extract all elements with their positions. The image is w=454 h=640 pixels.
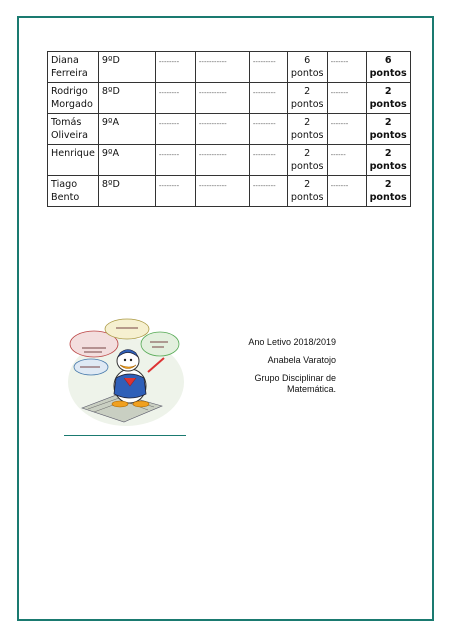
student-class: 8ºD	[98, 176, 155, 207]
empty-score: -----------	[198, 89, 227, 97]
empty-score: -----------	[198, 120, 227, 128]
department-line-1: Grupo Disciplinar de	[254, 373, 336, 383]
student-class: 8ºD	[98, 83, 155, 114]
table-row	[48, 114, 411, 145]
student-name: Henrique	[48, 145, 99, 176]
empty-score: ---------	[252, 120, 276, 128]
empty-score: -------	[330, 89, 349, 97]
empty-score: --------	[158, 120, 180, 128]
illustration-underline	[64, 435, 186, 436]
score-points: 2 pontos	[287, 83, 327, 114]
empty-score: ---------	[252, 89, 276, 97]
student-class: 9ºD	[98, 52, 155, 83]
empty-score: -------	[330, 120, 349, 128]
total-points: 2 pontos	[366, 176, 410, 207]
student-class: 9ºA	[98, 114, 155, 145]
empty-score: ---------	[252, 151, 276, 159]
table-row	[48, 145, 411, 176]
total-points: 2 pontos	[366, 145, 410, 176]
student-class: 9ºA	[98, 145, 155, 176]
student-name: Tiago Bento	[48, 176, 99, 207]
score-points: 2 pontos	[287, 176, 327, 207]
author-name: Anabela Varatojo	[267, 355, 336, 365]
results-table	[47, 51, 411, 207]
score-points: 2 pontos	[287, 114, 327, 145]
score-points: 6 pontos	[287, 52, 327, 83]
empty-score: -----------	[198, 182, 227, 190]
empty-score: --------	[158, 58, 180, 66]
empty-score: ---------	[252, 182, 276, 190]
empty-score: -----------	[198, 58, 227, 66]
empty-score: -------	[330, 58, 349, 66]
school-year: Ano Letivo 2018/2019	[248, 337, 336, 347]
table-row	[48, 52, 411, 83]
empty-score: ------	[330, 151, 346, 159]
empty-score: ---------	[252, 58, 276, 66]
cartoon-duck-illustration	[64, 312, 184, 430]
student-name: Rodrigo Morgado	[48, 83, 99, 114]
empty-score: --------	[158, 151, 180, 159]
total-points: 2 pontos	[366, 114, 410, 145]
empty-score: --------	[158, 182, 180, 190]
table-row	[48, 83, 411, 114]
table-row	[48, 176, 411, 207]
total-points: 2 pontos	[366, 83, 410, 114]
empty-score: -----------	[198, 151, 227, 159]
student-name: Diana Ferreira	[48, 52, 99, 83]
student-name: Tomás Oliveira	[48, 114, 99, 145]
department-line-2: Matemática.	[286, 384, 336, 394]
score-points: 2 pontos	[287, 145, 327, 176]
total-points: 6 pontos	[366, 52, 410, 83]
empty-score: -------	[330, 182, 349, 190]
empty-score: --------	[158, 89, 180, 97]
